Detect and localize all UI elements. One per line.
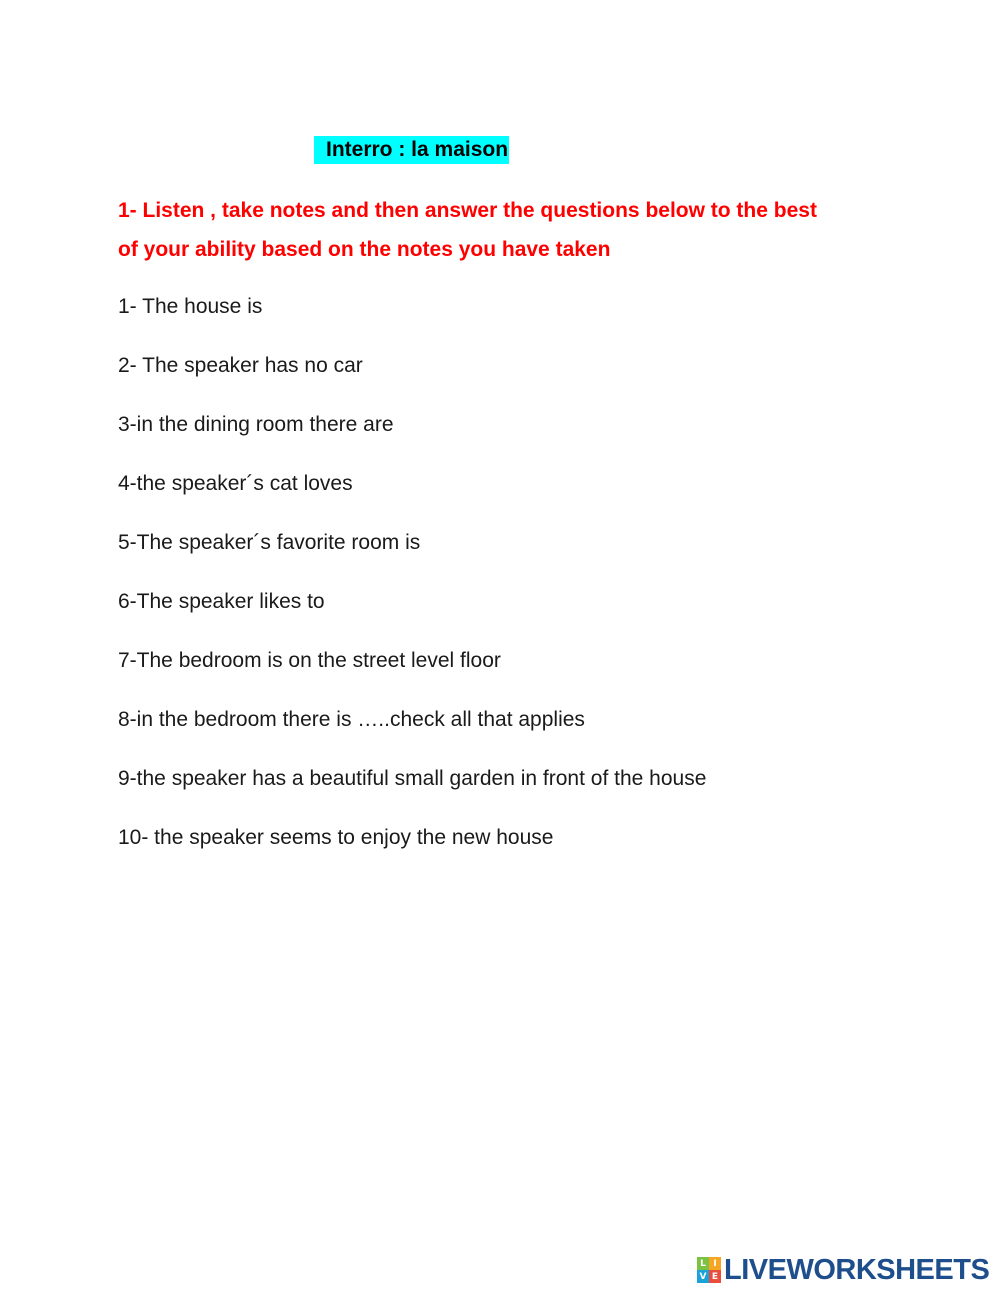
logo-letter: L	[697, 1257, 709, 1270]
logo-text: LIVEWORKSHEETS	[724, 1253, 990, 1286]
logo-letter: V	[697, 1270, 709, 1283]
instructions	[118, 191, 898, 269]
question-item: 5-The speaker´s favorite room is	[118, 531, 421, 554]
question-item: 6-The speaker likes to	[118, 590, 325, 613]
liveworksheets-logo	[697, 1255, 989, 1285]
question-item: 10- the speaker seems to enjoy the new house	[118, 826, 554, 849]
instructions-line-2: of your ability based on the notes you have taken	[118, 238, 611, 261]
question-item: 8-in the bedroom there is …..check all that applies	[118, 708, 585, 731]
question-list	[118, 291, 706, 881]
liveworksheets-logo-icon	[697, 1257, 721, 1283]
instructions-line-1: 1- Listen , take notes and then answer the questions below to the best	[118, 199, 817, 222]
question-item: 3-in the dining room there are	[118, 413, 394, 436]
logo-letter: I	[709, 1257, 721, 1270]
question-item: 1- The house is	[118, 295, 263, 318]
logo-letter: E	[709, 1270, 721, 1283]
question-item: 4-the speaker´s cat loves	[118, 472, 353, 495]
worksheet-title: Interro : la maison	[314, 136, 509, 164]
question-item: 2- The speaker has no car	[118, 354, 363, 377]
question-item: 9-the speaker has a beautiful small garden in front of the house	[118, 767, 707, 790]
question-item: 7-The bedroom is on the street level floor	[118, 649, 501, 672]
